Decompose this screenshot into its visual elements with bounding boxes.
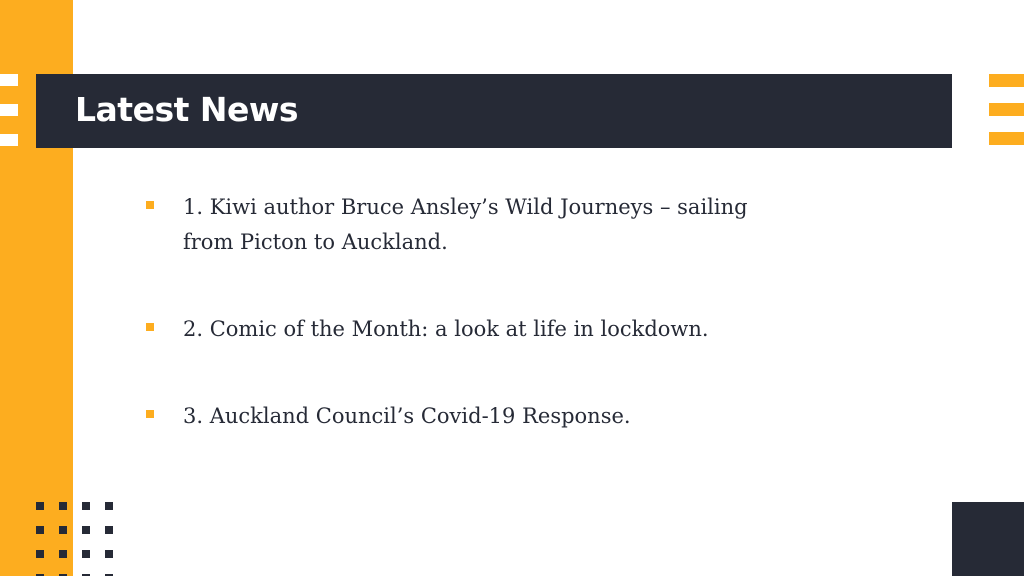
title-bar	[36, 74, 952, 148]
right-dash-decoration	[989, 74, 1024, 161]
news-item	[146, 399, 768, 434]
dash	[0, 104, 18, 116]
dot	[36, 502, 44, 510]
dot	[36, 526, 44, 534]
bullet-square-icon	[146, 323, 154, 331]
news-list	[146, 190, 786, 434]
dot	[82, 502, 90, 510]
dot	[105, 550, 113, 558]
dot	[36, 550, 44, 558]
dash	[0, 74, 18, 86]
news-item-text: 1. Kiwi author Bruce Ansley’s Wild Journeys – sailing from Picton to Auckland.	[183, 195, 748, 254]
dash	[0, 134, 18, 146]
news-item-text: 2. Comic of the Month: a look at life in lockdown.	[183, 317, 709, 341]
dot-grid-decoration	[36, 502, 116, 576]
dash	[989, 74, 1024, 87]
dash	[989, 103, 1024, 116]
news-item-text: 3. Auckland Council’s Covid-19 Response.	[183, 404, 631, 428]
left-dash-decoration	[0, 74, 18, 164]
dot	[105, 502, 113, 510]
bullet-square-icon	[146, 410, 154, 418]
bullet-square-icon	[146, 201, 154, 209]
dot	[59, 502, 67, 510]
news-item	[146, 190, 768, 260]
dot	[59, 550, 67, 558]
dash	[989, 132, 1024, 145]
dot	[59, 526, 67, 534]
dot	[105, 526, 113, 534]
news-item	[146, 312, 768, 347]
slide-title: Latest News	[75, 90, 298, 129]
dot	[82, 550, 90, 558]
dot	[82, 526, 90, 534]
corner-block-decoration	[952, 502, 1024, 576]
